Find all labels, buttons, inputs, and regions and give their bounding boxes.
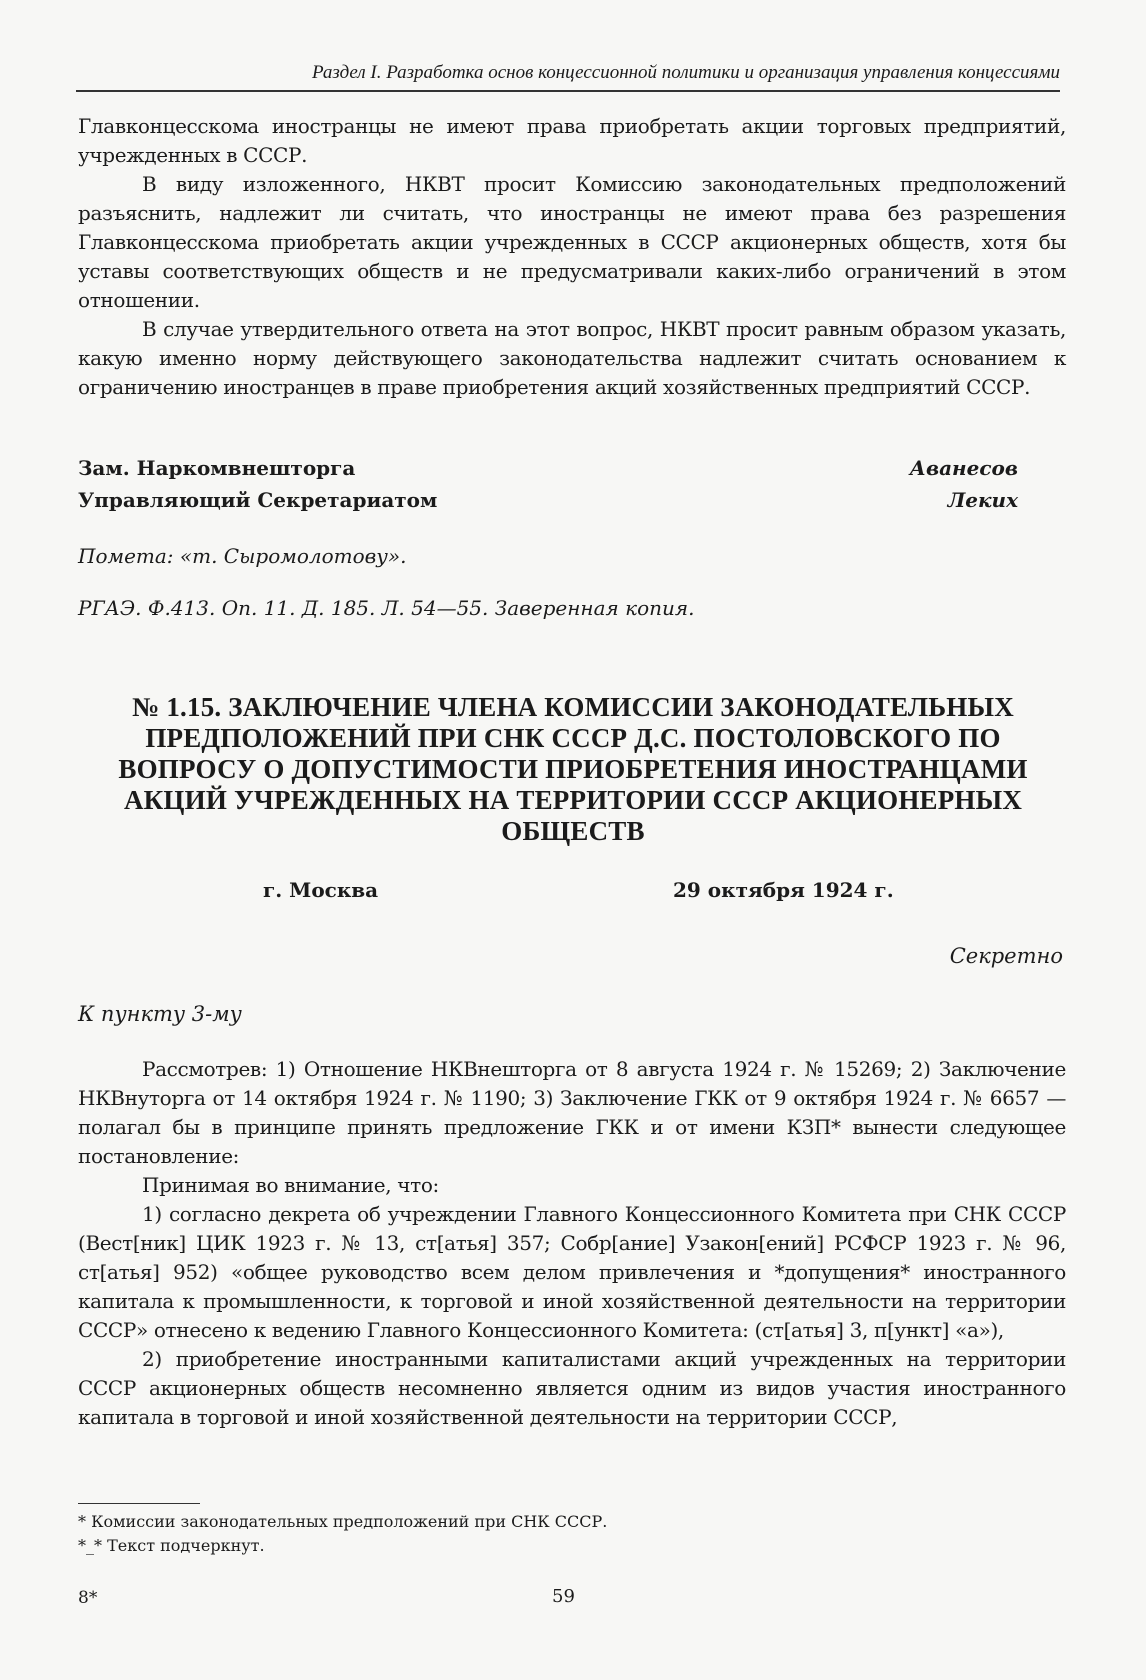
running-header: Раздел I. Разработка основ концессионной политики и организация управления концессиями bbox=[76, 62, 1060, 92]
document-paragraph: Рассмотрев: 1) Отношение НКВнешторга от 8 августа 1924 г. № 15269; 2) Заключение НКВнуторга от 14 октября 1924 г. № 1190; 3) Заключение ГКК от 9 октября 1924 г. № 6657 — полагал бы в принципе принять предложение ГКК и от имени КЗП* вынести следующее постановление: bbox=[78, 1057, 1066, 1168]
document-mark: Помета: «т. Сыромолотову». bbox=[78, 544, 407, 568]
classification-mark: Секретно bbox=[949, 944, 1063, 968]
document-place: г. Москва bbox=[263, 878, 379, 902]
letter-body bbox=[78, 112, 1066, 402]
signature-row bbox=[78, 456, 1018, 480]
archive-reference: РГАЭ. Ф.413. Оп. 11. Д. 185. Л. 54—55. Заверенная копия. bbox=[78, 596, 695, 620]
document-paragraph: 1) согласно декрета об учреждении Главного Концессионного Комитета при СНК СССР (Вест[ник] ЦИК 1923 г. № 13, ст[атья] 357; Собр[ание] Узакон[ений] РСФСР 1923 г. № 96, ст[атья] 952) «общее руководство всем делом привлечения и *допущения* иностранного капитала к промышленности, к торговой и иной хозяйственной деятельности на территории СССР» отнесено к ведению Главного Концессионного Комитета: (ст[атья] 3, п[ункт] «а»), bbox=[78, 1202, 1066, 1342]
footnote-divider bbox=[78, 1503, 200, 1504]
letter-paragraph: В случае утвердительного ответа на этот вопрос, НКВТ просит равным образом указать, какую именно норму действующего законодательства надлежит считать основанием к ограничению иностранцев в праве приобретения акций хозяйственных предприятий СССР. bbox=[78, 317, 1066, 399]
letter-paragraph: Главконцесскома иностранцы не имеют права приобретать акции торговых предприятий, учрежденных в СССР. bbox=[78, 114, 1066, 167]
signature-name: Леких bbox=[947, 488, 1018, 512]
page-number: 59 bbox=[552, 1586, 575, 1607]
document-date: 29 октября 1924 г. bbox=[673, 878, 894, 902]
signature-position: Зам. Наркомвнешторга bbox=[78, 456, 356, 480]
signature-position: Управляющий Секретариатом bbox=[78, 488, 438, 512]
document-body bbox=[78, 1055, 1066, 1432]
signature-row bbox=[78, 488, 1018, 512]
document-paragraph: Принимая во внимание, что: bbox=[142, 1173, 439, 1197]
document-paragraph: 2) приобретение иностранными капиталистами акций учрежденных на территории СССР акционерных обществ несомненно является одним из видов участия иностранного капитала в торговой и иной хозяйственной деятельности на территории СССР, bbox=[78, 1347, 1066, 1429]
signature-name: Аванесов bbox=[909, 456, 1018, 480]
footnote: * Комиссии законодательных предположений при СНК СССР. bbox=[78, 1512, 608, 1531]
footnotes bbox=[78, 1510, 607, 1558]
footnote: *_* Текст подчеркнут. bbox=[78, 1536, 265, 1555]
document-title: № 1.15. ЗАКЛЮЧЕНИЕ ЧЛЕНА КОМИССИИ ЗАКОНОДАТЕЛЬНЫХ ПРЕДПОЛОЖЕНИЙ ПРИ СНК СССР Д.С. ПОСТОЛОВСКОГО ПО ВОПРОСУ О ДОПУСТИМОСТИ ПРИОБРЕТЕНИЯ ИНОСТРАНЦАМИ АКЦИЙ УЧРЕЖДЕННЫХ НА ТЕРРИТОРИИ СССР АКЦИОНЕРНЫХ ОБЩЕСТВ bbox=[118, 692, 1028, 846]
letter-paragraph: В виду изложенного, НКВТ просит Комиссию законодательных предположений разъяснить, надлежит ли считать, что иностранцы не имеют права без разрешения Главконцесскома приобретать акции учрежденных в СССР акционерных обществ, хотя бы уставы соответствующих обществ и не предусматривали каких-либо ограничений в этом отношении. bbox=[78, 172, 1066, 312]
agenda-item-reference: К пункту 3-му bbox=[78, 1002, 242, 1026]
sheet-signature-mark: 8* bbox=[78, 1588, 98, 1608]
